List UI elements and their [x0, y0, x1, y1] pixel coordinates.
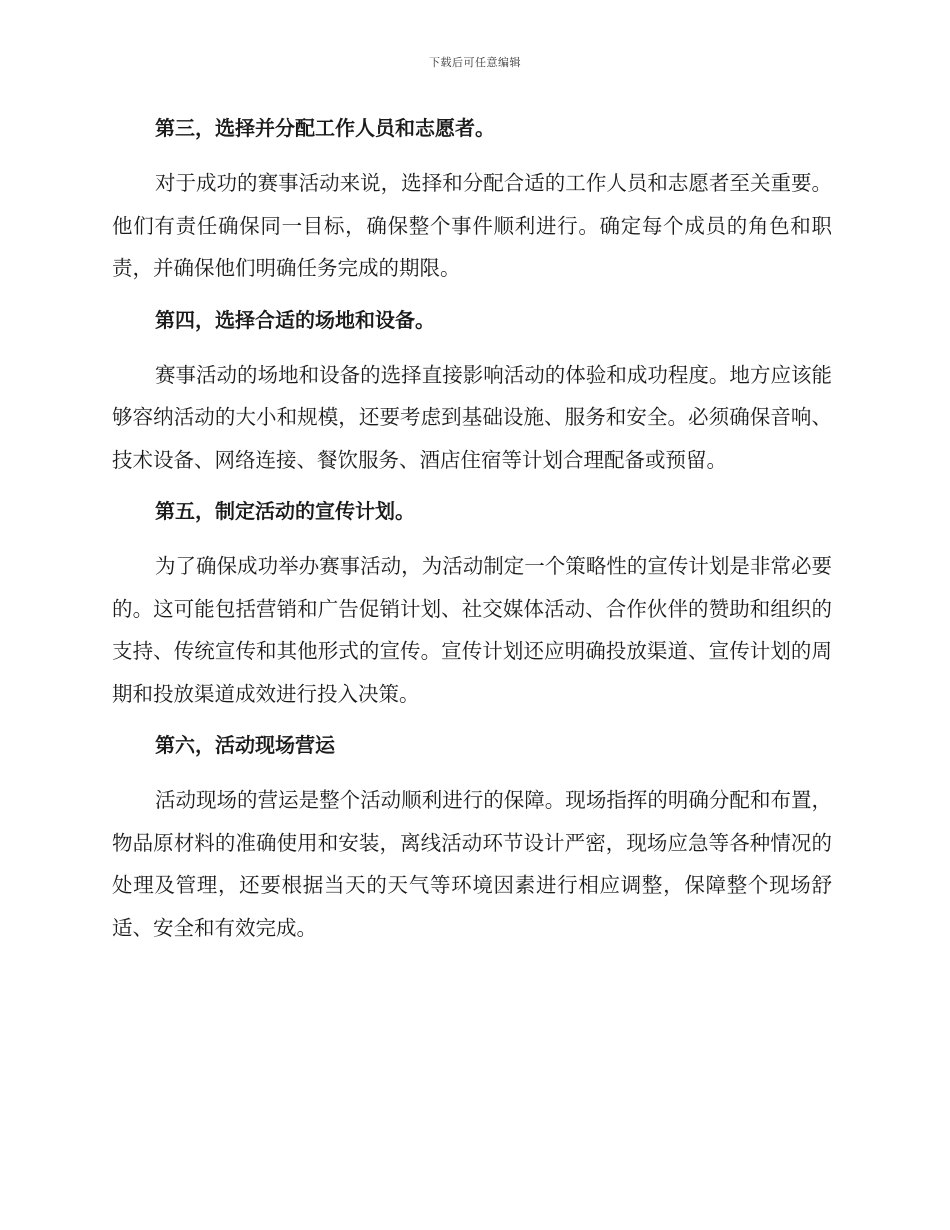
section-heading-5: 第五，制定活动的宣传计划。 — [155, 499, 415, 523]
section-paragraph-5: 为了确保成功举办赛事活动，为活动制定一个策略性的宣传计划是非常必要的。这可能包括营销和广告促销计划、社交媒体活动、合作伙伴的赞助和组织的支持、传统宣传和其他形式的宣传。宣传计划还应明确投放渠道、宣传计划的周期和投放渠道成效进行投入决策。 — [112, 554, 832, 706]
section-heading-6: 第六，活动现场营运 — [155, 733, 335, 757]
section-paragraph-4: 赛事活动的场地和设备的选择直接影响活动的体验和成功程度。地方应该能够容纳活动的大小和规模，还要考虑到基础设施、服务和安全。必须确保音响、技术设备、网络连接、餐饮服务、酒店住宿等计划合理配备或预留。 — [112, 362, 832, 472]
section-heading-4: 第四，选择合适的场地和设备。 — [155, 307, 435, 332]
document-body — [112, 108, 832, 959]
section-heading-3: 第三，选择并分配工作人员和志愿者。 — [155, 116, 495, 140]
section-paragraph-6: 活动现场的营运是整个活动顺利进行的保障。现场指挥的明确分配和布置，物品原材料的准确使用和安装，离线活动环节设计严密，现场应急等各种情况的处理及管理，还要根据当天的天气等环境因素进行相应调整，保障整个现场舒适、安全和有效完成。 — [112, 788, 832, 940]
header-note: 下载后可任意编辑 — [429, 56, 521, 69]
section-paragraph-3: 对于成功的赛事活动来说，选择和分配合适的工作人员和志愿者至关重要。他们有责任确保同一目标，确保整个事件顺利进行。确定每个成员的角色和职责，并确保他们明确任务完成的期限。 — [112, 171, 832, 280]
